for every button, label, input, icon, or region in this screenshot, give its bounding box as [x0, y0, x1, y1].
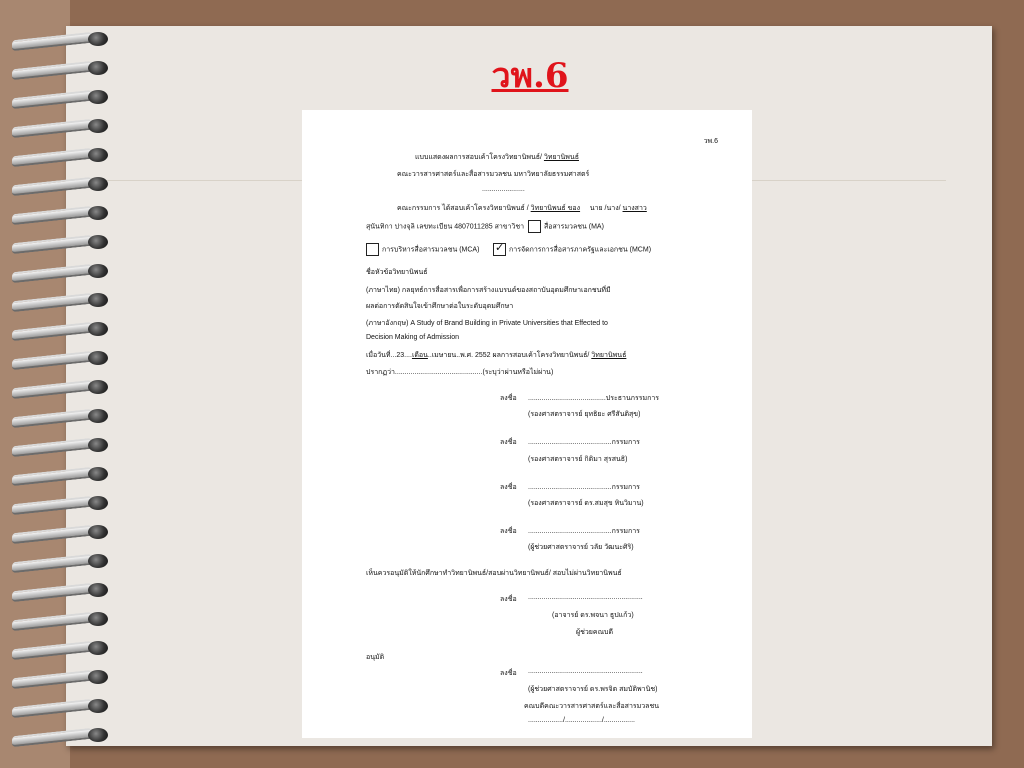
signature-line-6: ........................................................... — [528, 668, 643, 675]
sign-label: ลงชื่อ — [500, 395, 517, 402]
student-line: สุนันทิกา ปางจุลิ เลขทะเบียน 4807011285 สาขาวิชา สื่อสารมวลชน (MA) — [366, 220, 604, 233]
ring-icon — [12, 378, 110, 396]
ring-icon — [12, 523, 110, 541]
ring-icon — [12, 552, 110, 570]
result-line: ปรากฏว่า.............................................(ระบุว่าผ่านหรือไม่ผ่าน) — [366, 369, 554, 376]
ring-icon — [12, 291, 110, 309]
sign-label: ลงชื่อ — [500, 596, 517, 603]
ring-icon — [12, 175, 110, 193]
ring-icon — [12, 494, 110, 512]
program-options: การบริหารสื่อสารมวลชน (MCA) ✓ การจัดการการสื่อสารภาครัฐและเอกชน (MCM) — [366, 243, 651, 256]
checkbox-mca[interactable] — [366, 243, 379, 256]
sign-label: ลงชื่อ — [500, 439, 517, 446]
approval-statement: เห็นควรอนุมัติให้นักศึกษาทำวิทยานิพนธ์/สอบผ่านวิทยานิพนธ์/ สอบไม่ผ่านวิทยานิพนธ์ — [366, 570, 622, 577]
checkbox-mcm[interactable] — [493, 243, 506, 256]
ring-icon — [12, 668, 110, 686]
signature-line-2: ...........................................กรรมการ — [528, 439, 640, 446]
thai-title-1: (ภาษาไทย) กลยุทธ์การสื่อสารเพื่อการสร้างแบรนด์ของสถาบันอุดมศึกษาเอกชนที่มี — [366, 287, 611, 294]
ring-icon — [12, 320, 110, 338]
signer-role-6: คณบดีคณะวารสารศาสตร์และสื่อสารมวลชน — [524, 703, 660, 710]
signer-name-6: (ผู้ช่วยศาสตราจารย์ ดร.พรจิต สมบัติพานิช) — [528, 686, 658, 693]
ring-icon — [12, 610, 110, 628]
ring-icon — [12, 349, 110, 367]
approve-label: อนุมัติ — [366, 654, 385, 661]
form-subheading: คณะวารสารศาสตร์และสื่อสารมวลชน มหาวิทยาลัยธรรมศาสตร์ — [397, 171, 590, 178]
ring-icon — [12, 407, 110, 425]
signature-line-5: ........................................................... — [528, 594, 643, 601]
signature-date-6: ................../.................../................ — [528, 717, 635, 724]
slide-title: วพ.6 — [491, 56, 569, 96]
checkbox-ma[interactable] — [528, 220, 541, 233]
date-line: เมื่อวันที่...23....เดือน..เมษายน..พ.ศ. 2552 ผลการสอบเค้าโครงวิทยานิพนธ์/ วิทยานิพนธ์ — [366, 352, 627, 359]
ring-icon — [12, 726, 110, 744]
signer-name-5: (อาจารย์ ดร.พจนา ธูปแก้ว) — [552, 612, 634, 619]
thesis-title-label: ชื่อหัวข้อวิทยานิพนธ์ — [366, 269, 428, 276]
ring-icon — [12, 465, 110, 483]
signature-line-1: ........................................ประธานกรรมการ — [528, 395, 660, 402]
signature-line-3: ...........................................กรรมการ — [528, 484, 640, 491]
form-heading: แบบแสดงผลการสอบเค้าโครงวิทยานิพนธ์/ วิทยานิพนธ์ — [415, 154, 579, 161]
ring-icon — [12, 697, 110, 715]
ring-icon — [12, 436, 110, 454]
signer-name-1: (รองศาสตราจารย์ ยุทธิยะ ศรีสันติสุข) — [528, 411, 641, 418]
signer-name-2: (รองศาสตราจารย์ กิติมา สุรสนธิ) — [528, 456, 628, 463]
sign-label: ลงชื่อ — [500, 528, 517, 535]
signer-name-3: (รองศาสตราจารย์ ดร.สมสุข หินวิมาน) — [528, 500, 644, 507]
ring-icon — [12, 146, 110, 164]
sign-label: ลงชื่อ — [500, 484, 517, 491]
ring-icon — [12, 262, 110, 280]
signer-role-5: ผู้ช่วยคณบดี — [576, 629, 614, 636]
form-code: วพ.6 — [703, 138, 718, 145]
ring-icon — [12, 204, 110, 222]
thai-title-2: ผลต่อการตัดสินใจเข้าศึกษาต่อในระดับอุดมศึกษา — [366, 303, 514, 310]
eng-title-1: (ภาษาอังกฤษ) A Study of Brand Building in Private Universities that Effected to — [366, 320, 608, 327]
ring-icon — [12, 30, 110, 48]
form-document — [302, 110, 752, 738]
sign-label: ลงชื่อ — [500, 670, 517, 677]
committee-line: คณะกรรมการ ได้สอบเค้าโครงวิทยานิพนธ์ / วิทยานิพนธ์ ของ นาย /นาง/ นางสาว — [397, 205, 647, 212]
ring-icon — [12, 117, 110, 135]
ring-icon — [12, 233, 110, 251]
spiral-binding — [0, 30, 115, 750]
eng-title-2: Decision Making of Admission — [366, 334, 459, 341]
heading-dots: ...................... — [482, 186, 525, 193]
signature-line-4: ...........................................กรรมการ — [528, 528, 640, 535]
ring-icon — [12, 639, 110, 657]
ring-icon — [12, 581, 110, 599]
signer-name-4: (ผู้ช่วยศาสตราจารย์ วลัย วัฒนะศิริ) — [528, 544, 634, 551]
